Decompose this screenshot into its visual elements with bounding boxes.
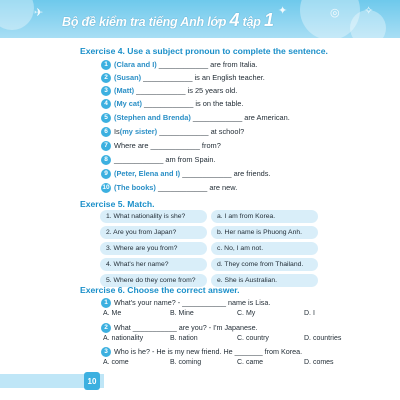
answer-options [103, 359, 371, 366]
question-text: Where are ____________ from? [114, 141, 221, 150]
exercise-4-item [101, 154, 216, 165]
question-number: 2 [101, 323, 111, 333]
match-answer[interactable]: b. Her name is Phuong Anh. [211, 226, 318, 239]
answer-option[interactable]: C. country [237, 335, 269, 342]
match-row [100, 210, 318, 223]
exercise-6-question [101, 322, 258, 333]
answer-option[interactable]: B. Mine [170, 310, 194, 317]
page-title [62, 10, 274, 31]
question-text: ____________ are American. [190, 113, 290, 122]
subject-hint: (my sister) [119, 127, 158, 136]
subject-hint: (Clara and I) [114, 60, 157, 69]
answer-option[interactable]: D. countries [304, 335, 342, 342]
question-number: 1 [101, 60, 111, 70]
subject-hint: (My cat) [114, 99, 142, 108]
question-text: ____________ are from Italia. [156, 60, 258, 69]
star-icon: ✦ [278, 5, 288, 17]
page-number: 10 [84, 372, 100, 390]
match-row [100, 258, 318, 271]
star-icon: ✧ [364, 5, 374, 17]
match-row [100, 242, 318, 255]
planet-icon: ◎ [330, 7, 340, 19]
question-text: ____________ is 25 years old. [134, 86, 238, 95]
exercise-4-item [101, 182, 237, 193]
exercise-4-item [101, 98, 243, 109]
subject-hint: (Susan) [114, 73, 142, 82]
question-number: 3 [101, 86, 111, 96]
match-answer[interactable]: c. No, I am not. [211, 242, 318, 255]
exercise-4-item [101, 59, 257, 70]
title-text: Bộ đề kiểm tra tiếng Anh lớp [62, 15, 230, 29]
decor-bubble [0, 0, 34, 30]
exercise-6-title: Exercise 6. Choose the correct answer. [80, 285, 240, 295]
match-answer[interactable]: d. They come from Thailand. [211, 258, 318, 271]
question-text: ____________ are new. [155, 183, 238, 192]
exercise-4-title: Exercise 4. Use a subject pronoun to complete the sentence. [80, 46, 328, 56]
question-text: Who is he? - He is my new friend. He _______ from Korea. [114, 347, 303, 356]
exercise-4-item [101, 168, 271, 179]
question-number: 6 [101, 127, 111, 137]
question-text: ____________ am from Spain. [114, 155, 216, 164]
answer-option[interactable]: D. I [304, 310, 315, 317]
match-question[interactable]: 1. What nationality is she? [100, 210, 207, 223]
answer-option[interactable]: D. comes [304, 359, 334, 366]
question-number: 3 [101, 347, 111, 357]
answer-option[interactable]: B. coming [170, 359, 202, 366]
question-text: What's your name? - ___________ name is Lisa. [114, 298, 271, 307]
match-answer[interactable]: a. I am from Korea. [211, 210, 318, 223]
title-volume: 1 [263, 10, 274, 30]
exercise-6-question [101, 297, 270, 308]
question-number: 2 [101, 73, 111, 83]
answer-options [103, 335, 371, 342]
question-number: 4 [101, 99, 111, 109]
question-number: 10 [102, 184, 110, 191]
exercise-4-item [101, 126, 244, 137]
page-header [0, 0, 400, 38]
title-grade: 4 [229, 10, 240, 30]
match-question[interactable]: 3. Where are you from? [100, 242, 207, 255]
answer-options [103, 310, 371, 317]
subject-hint: (Peter, Elena and I) [114, 169, 181, 178]
answer-option[interactable]: C. came [237, 359, 264, 366]
question-text: ____________ is an English teacher. [141, 73, 265, 82]
question-number: 5 [101, 113, 111, 123]
question-number: 1 [101, 298, 111, 308]
title-text: tập [239, 15, 264, 29]
answer-option[interactable]: A. nationality [103, 335, 144, 342]
question-text: Is [114, 127, 120, 136]
exercise-4-item [101, 140, 221, 151]
exercise-4-item [101, 72, 265, 83]
question-number: 9 [101, 169, 111, 179]
match-question[interactable]: 5. Where do they come from? [100, 274, 207, 287]
question-number: 7 [101, 141, 111, 151]
subject-hint: (The books) [114, 183, 156, 192]
question-text: What ___________ are you? - I'm Japanese. [114, 323, 258, 332]
answer-option[interactable]: B. nation [170, 335, 198, 342]
subject-hint: (Matt) [114, 86, 135, 95]
answer-option[interactable]: C. My [237, 310, 256, 317]
question-number: 8 [101, 155, 111, 165]
question-text: ____________ is on the table. [141, 99, 244, 108]
question-text: ____________ are friends. [180, 169, 271, 178]
answer-option[interactable]: A. come [103, 359, 129, 366]
exercise-4-item [101, 85, 237, 96]
match-table [100, 210, 318, 290]
question-text: ____________ at school? [157, 127, 245, 136]
exercise-5-title: Exercise 5. Match. [80, 199, 155, 209]
subject-hint: (Stephen and Brenda) [114, 113, 191, 122]
rocket-icon: ✈ [34, 7, 44, 19]
match-row [100, 226, 318, 239]
match-answer[interactable]: e. She is Australian. [211, 274, 318, 287]
exercise-6-question [101, 346, 302, 357]
exercise-4-item [101, 112, 290, 123]
match-question[interactable]: 4. What's her name? [100, 258, 207, 271]
match-question[interactable]: 2. Are you from Japan? [100, 226, 207, 239]
answer-option[interactable]: A. Me [103, 310, 122, 317]
